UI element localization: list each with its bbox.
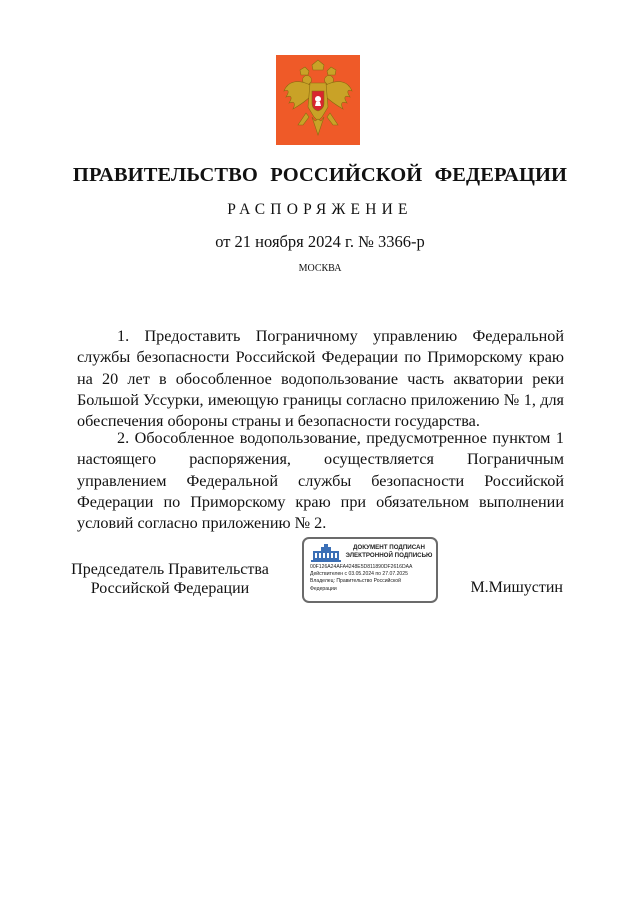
stamp-heading bbox=[342, 544, 436, 559]
stamp-heading-line-1: ДОКУМЕНТ ПОДПИСАН bbox=[353, 544, 425, 551]
electronic-signature-stamp bbox=[302, 537, 438, 603]
stamp-certificate: 00F126A24AFA4248E5D811890DF2616DAA bbox=[310, 564, 413, 570]
coat-of-arms-icon bbox=[276, 55, 360, 145]
stamp-details bbox=[310, 564, 438, 593]
stamp-owner-line-1: Владелец: Правительство Российской bbox=[310, 578, 401, 585]
signer-position bbox=[70, 561, 270, 598]
document-type: РАСПОРЯЖЕНИЕ bbox=[227, 201, 413, 218]
signer-position-line-1: Председатель Правительства bbox=[71, 561, 269, 578]
document-city: МОСКВА bbox=[298, 263, 342, 274]
signer-name: М.Мишустин bbox=[470, 579, 563, 596]
signer-position-line-2: Российской Федерации bbox=[90, 579, 250, 597]
government-building-icon bbox=[311, 544, 341, 562]
stamp-validity: Действителен с 03.05.2024 по 27.07.2025 bbox=[310, 571, 408, 578]
paragraph-2: 2. Обособленное водопользование, предусмотренное пунктом 1 настоящего распоряжения, осуществляется Пограничным управлением Федеральной службы безопасности Российской Федерации по Приморскому краю при обязательном выполнении условий согласно приложению № 2. bbox=[77, 429, 564, 533]
stamp-heading-line-2: ЭЛЕКТРОННОЙ ПОДПИСЬЮ bbox=[345, 551, 433, 559]
document-date-number: от 21 ноября 2024 г. № 3366-р bbox=[215, 232, 425, 251]
paragraph-1: 1. Предоставить Пограничному управлению Федеральной службы безопасности Российской Федерации по Приморскому краю на 20 лет в обособленное водопользование часть акватории реки Большой Уссурки, имеющую границы согласно приложению № 1, для обеспечения обороны страны и безопасности государства. bbox=[77, 327, 564, 431]
government-title: ПРАВИТЕЛЬСТВО РОССИЙСКОЙ ФЕДЕРАЦИИ bbox=[72, 164, 568, 186]
stamp-owner-line-2: Федерации bbox=[310, 585, 337, 592]
